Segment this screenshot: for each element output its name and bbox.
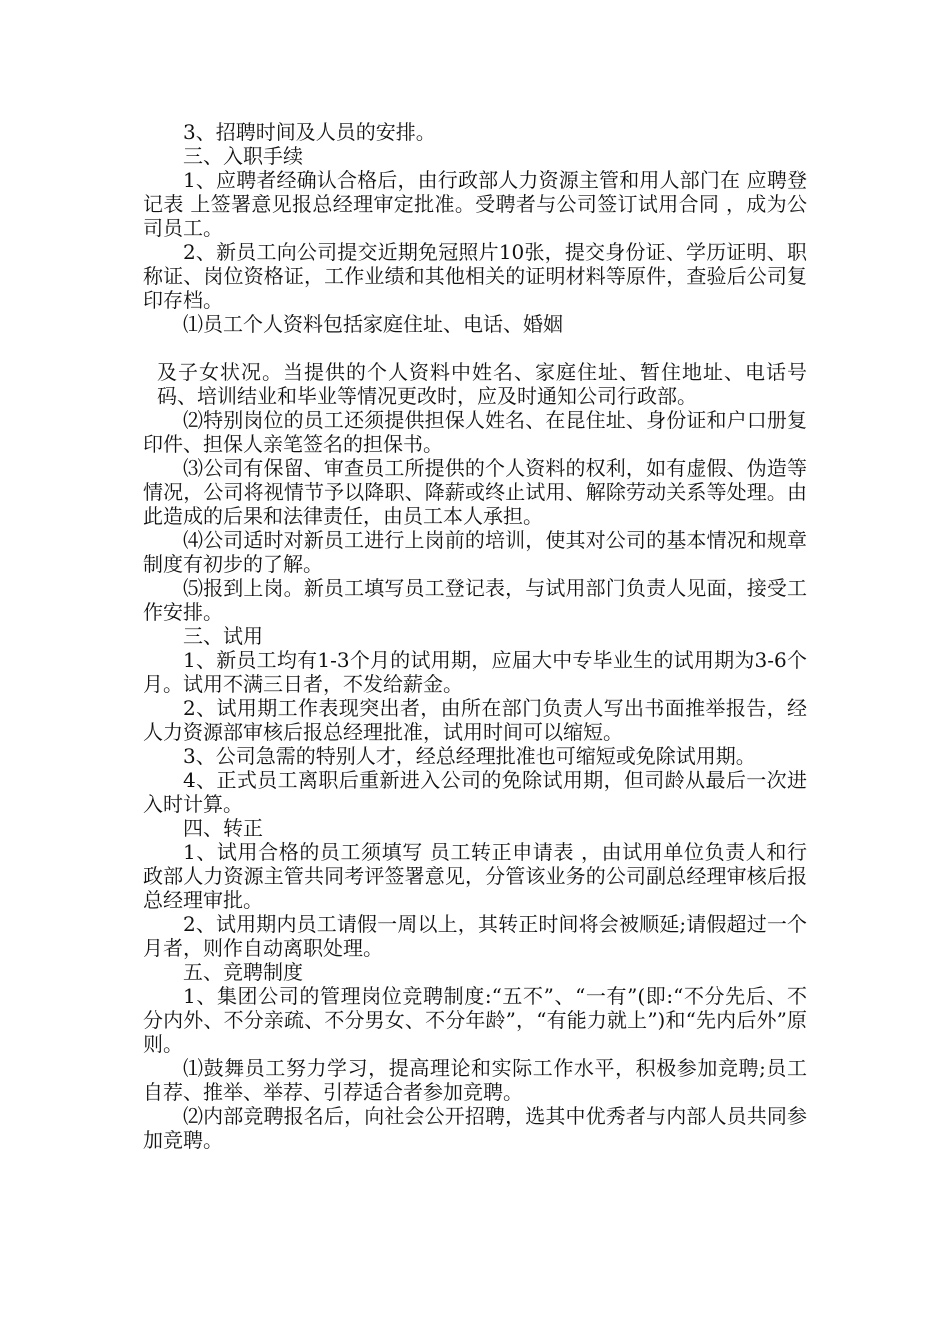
paragraph-onboarding-2: 2、新员工向公司提交近期免冠照片10张，提交身份证、学历证明、职称证、岗位资格证，工作业绩和其他相关的证明材料等原件，查验后公司复印存档。: [143, 240, 807, 312]
paragraph-competition-encourage: ⑴鼓舞员工努力学习，提高理论和实际工作水平，积极参加竞聘;员工自荐、推举、举荐、引荐适合者参加竞聘。: [143, 1056, 807, 1104]
heading-competition: 五、竞聘制度: [183, 960, 303, 984]
paragraph-personal-info-continued: 及子女状况。当提供的个人资料中姓名、家庭住址、暂住地址、电话号码、培训结业和毕业等情况更改时，应及时通知公司行政部。: [157, 360, 807, 408]
paragraph-competition-public: ⑵内部竞聘报名后，向社会公开招聘，选其中优秀者与内部人员共同参加竞聘。: [143, 1104, 807, 1152]
heading-regularization: 四、转正: [183, 816, 263, 840]
paragraph-probation-4: 4、正式员工离职后重新进入公司的免除试用期，但司龄从最后一次进入时计算。: [143, 768, 807, 816]
paragraph-recruit-schedule: 3、招聘时间及人员的安排。: [183, 120, 436, 144]
paragraph-onboarding-1: 1、应聘者经确认合格后，由行政部人力资源主管和用人部门在 应聘登记表 上签署意见报总经理审定批准。受聘者与公司签订试用合同 ，成为公司员工。: [143, 168, 807, 240]
paragraph-probation-3: 3、公司急需的特别人才，经总经理批准也可缩短或免除试用期。: [183, 744, 756, 768]
paragraph-verify-info: ⑶公司有保留、审查员工所提供的个人资料的权利，如有虚假、伪造等情况，公司将视情节予以降职、降薪或终止试用、解除劳动关系等处理。由此造成的后果和法律责任，由员工本人承担。: [143, 456, 807, 528]
paragraph-special-post: ⑵特别岗位的员工还须提供担保人姓名、在昆住址、身份证和户口册复印件、担保人亲笔签名的担保书。: [143, 408, 807, 456]
paragraph-probation-1: 1、新员工均有1-3个月的试用期，应届大中专毕业生的试用期为3-6个月。试用不满三日者，不发给薪金。: [143, 648, 807, 696]
paragraph-report-duty: ⑸报到上岗。新员工填写员工登记表，与试用部门负责人见面，接受工作安排。: [143, 576, 807, 624]
document-body: [143, 120, 807, 1152]
paragraph-personal-info: ⑴员工个人资料包括家庭住址、电话、婚姻: [183, 312, 563, 336]
paragraph-regularization-2: 2、试用期内员工请假一周以上，其转正时间将会被顺延;请假超过一个月者，则作自动离职处理。: [143, 912, 807, 960]
paragraph-training: ⑷公司适时对新员工进行上岗前的培训，使其对公司的基本情况和规章制度有初步的了解。: [143, 528, 807, 576]
paragraph-regularization-1: 1、试用合格的员工须填写 员工转正申请表 ，由试用单位负责人和行政部人力资源主管共同考评签署意见，分管该业务的公司副总经理审核后报总经理审批。: [143, 840, 807, 912]
paragraph-competition-1: 1、集团公司的管理岗位竞聘制度:“五不”、“一有”(即:“不分先后、不分内外、不分亲疏、不分男女、不分年龄”，“有能力就上”)和“先内后外”原则。: [143, 984, 807, 1056]
paragraph-probation-2: 2、试用期工作表现突出者，由所在部门负责人写出书面推举报告，经人力资源部审核后报总经理批准，试用时间可以缩短。: [143, 696, 807, 744]
heading-onboarding: 三、入职手续: [183, 144, 303, 168]
heading-probation: 三、试用: [183, 624, 263, 648]
